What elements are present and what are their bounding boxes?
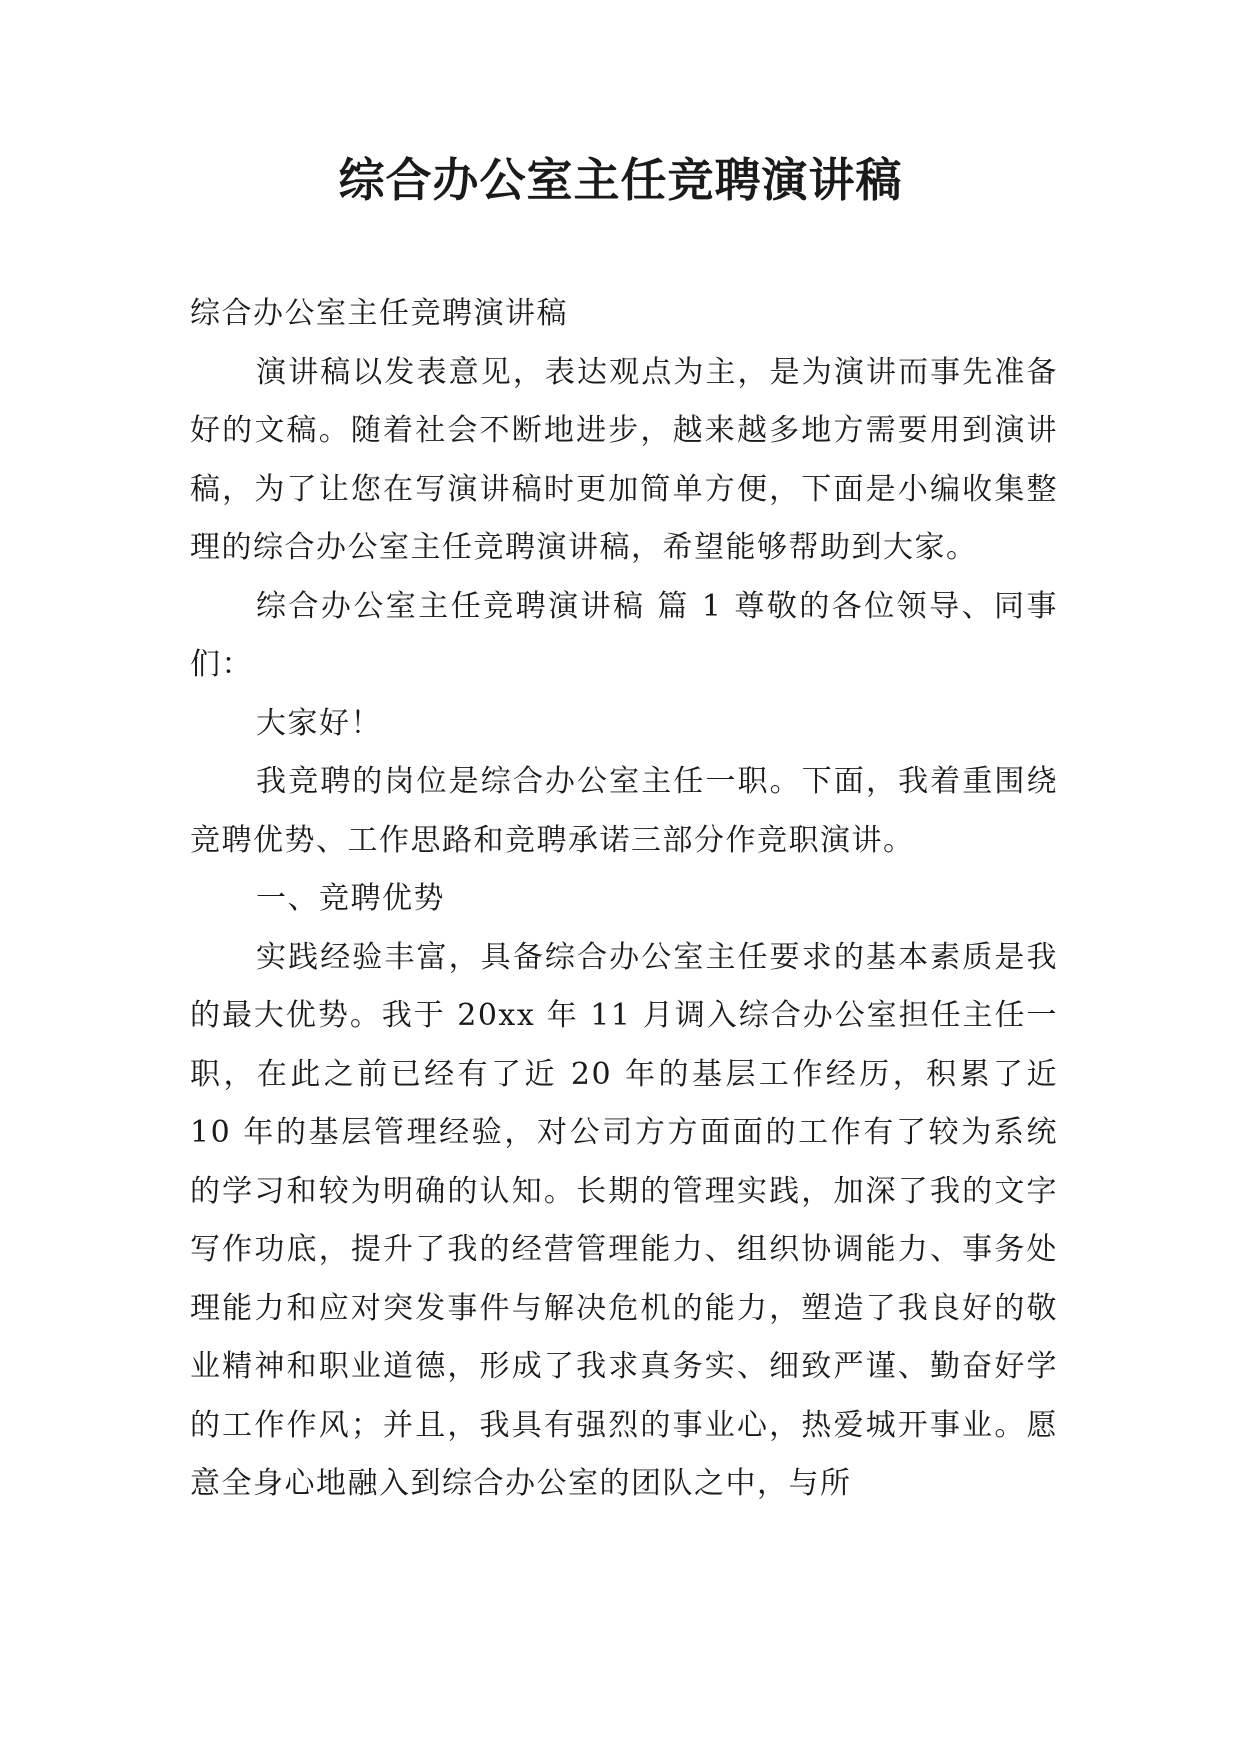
paragraph-advantages: 实践经验丰富，具备综合办公室主任要求的基本素质是我的最大优势。我于 20xx 年 11 月调入综合办公室担任主任一职，在此之前已经有了近 20 年的基层工作经历，积累了近 10 年的基层管理经验，对公司方方面面的工作有了较为系统的学习和较为明确的认知。长期的管理实践，加深了我的文字写作功底，提升了我的经营管理能力、组织协调能力、事务处理能力和应对突发事件与解决危机的能力，塑造了我良好的敬业精神和职业道德，形成了我求真务实、细致严谨、勤奋好学的工作作风；并且，我具有强烈的事业心，热爱城开事业。愿意全身心地融入到综合办公室的团队之中，与所: [190, 939, 1058, 1501]
paragraph-overview: 我竞聘的岗位是综合办公室主任一职。下面，我着重围绕竞聘优势、工作思路和竞聘承诺三部分作竞职演讲。: [190, 764, 1058, 858]
document-body: [190, 285, 1058, 1514]
paragraph-heading: 综合办公室主任竞聘演讲稿: [190, 296, 568, 331]
paragraph-intro: 演讲稿以发表意见，表达观点为主，是为演讲而事先准备好的文稿。随着社会不断地进步，越来越多地方需要用到演讲稿，为了让您在写演讲稿时更加简单方便，下面是小编收集整理的综合办公室主任竞聘演讲稿，希望能够帮助到大家。: [190, 354, 1058, 565]
section-heading-advantages: 一、竞聘优势: [256, 881, 445, 916]
paragraph-salutation: 综合办公室主任竞聘演讲稿 篇 1 尊敬的各位领导、同事们：: [190, 588, 1058, 682]
document-title: 综合办公室主任竞聘演讲稿: [338, 153, 903, 207]
paragraph-greeting: 大家好！: [256, 705, 382, 741]
